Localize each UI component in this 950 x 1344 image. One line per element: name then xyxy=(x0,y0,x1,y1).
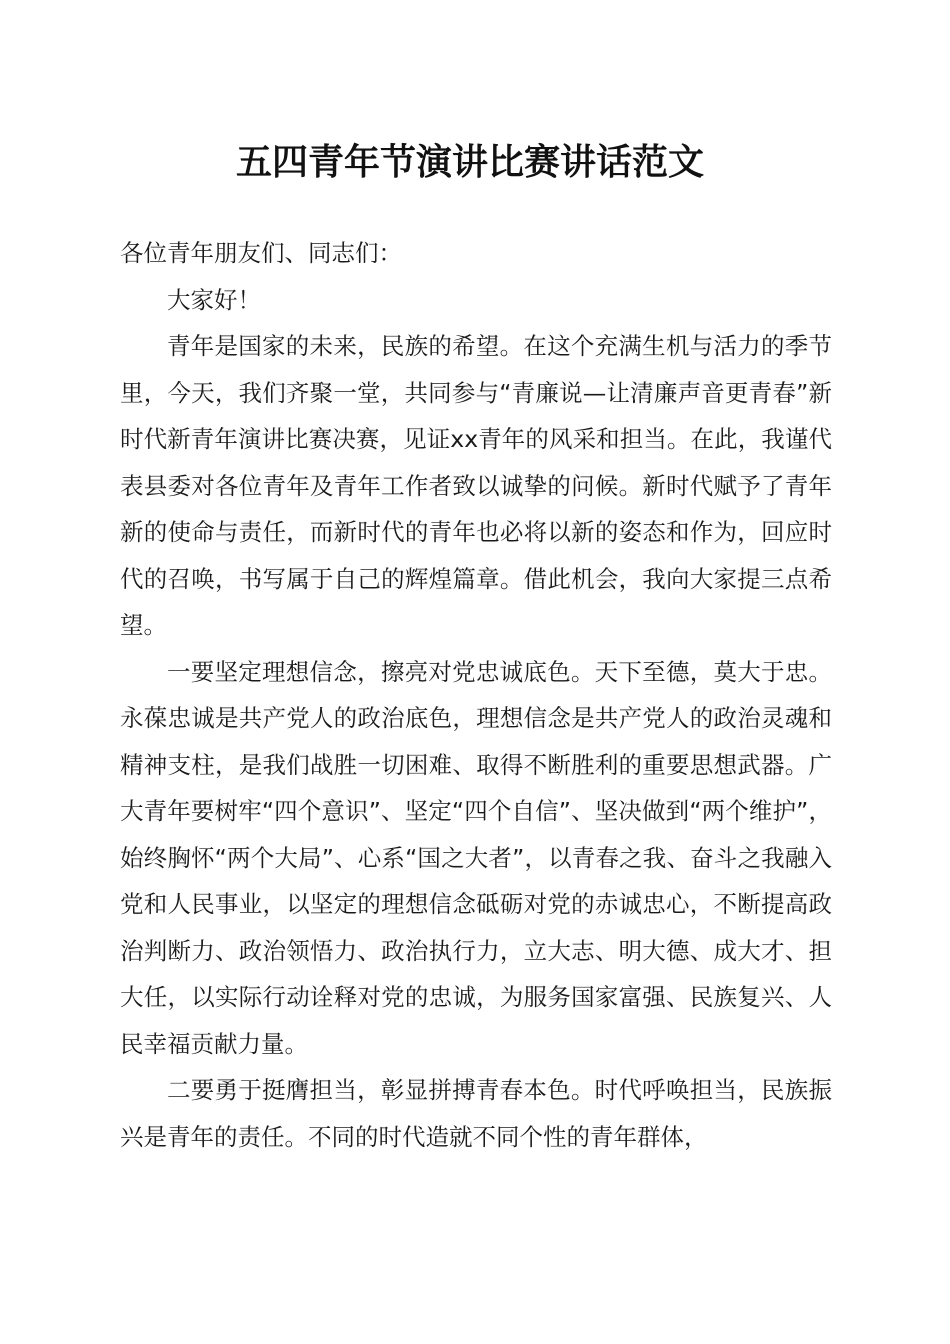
document-title: 五四青年节演讲比赛讲话范文 xyxy=(235,141,704,183)
paragraph: 一要坚定理想信念，擦亮对党忠诚底色。天下至德，莫大于忠。永葆忠诚是共产党人的政治底色，理想信念是共产党人的政治灵魂和精神支柱，是我们战胜一切困难、取得不断胜利的重要思想武器。广大青年要树牢“四个意识”、坚定“四个自信”、坚决做到“两个维护”，始终胸怀“两个大局”、心系“国之大者”，以青春之我、奋斗之我融入党和人民事业，以坚定的理想信念砥砺对党的赤诚忠心，不断提高政治判断力、政治领悟力、政治执行力，立大志、明大德、成大才、担大任，以实际行动诠释对党的忠诚，为服务国家富强、民族复兴、人民幸福贡献力量。 xyxy=(120,657,832,1058)
document-body xyxy=(120,230,832,1160)
salutation: 各位青年朋友们、同志们： xyxy=(120,239,402,267)
paragraph: 青年是国家的未来，民族的希望。在这个充满生机与活力的季节里，今天，我们齐聚一堂，共同参与“青廉说—让清廉声音更青春”新时代新青年演讲比赛决赛，见证xx青年的风采和担当。在此，我谨代表县委对各位青年及青年工作者致以诚挚的问候。新时代赋予了青年新的使命与责任，而新时代的青年也必将以新的姿态和作为，回应时代的召唤，书写属于自己的辉煌篇章。借此机会，我向大家提三点希望。 xyxy=(120,332,832,639)
paragraph: 二要勇于挺膺担当，彰显拼搏青春本色。时代呼唤担当，民族振兴是青年的责任。不同的时代造就不同个性的青年群体， xyxy=(120,1076,832,1151)
greeting: 大家好！ xyxy=(167,285,261,314)
